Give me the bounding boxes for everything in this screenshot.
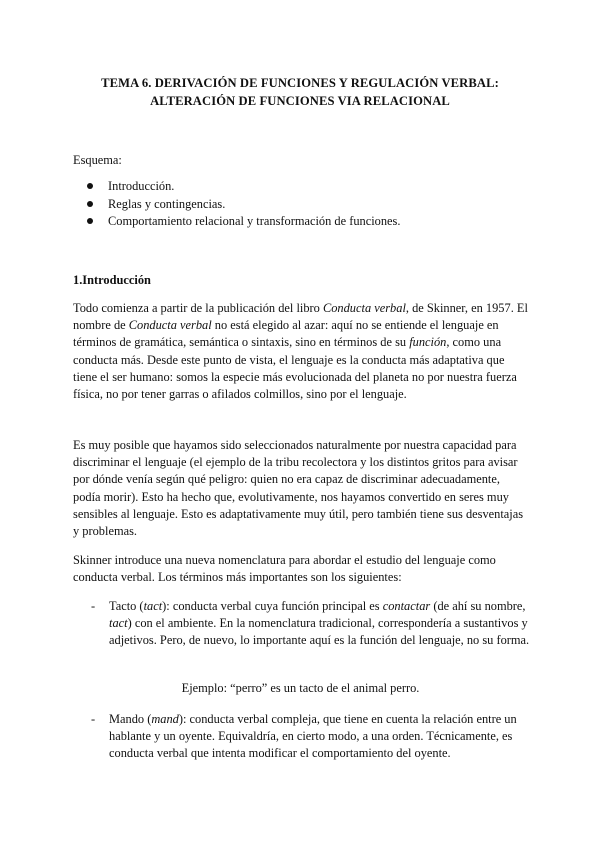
outline-item-text: Comportamiento relacional y transformación de funciones. [108,214,401,229]
text-run: (de ahí su nombre, [430,599,526,613]
outline-item-text: Reglas y contingencias. [108,196,226,211]
term-body [109,598,531,650]
emphasis: tact [109,616,128,631]
text-run: , como una conducta más. Desde este punto de vista, el lenguaje es la conducta más adaptativa que tiene el ser humano: somos la especie más evolucionada del planeta no por nuestra fuerza física, no por tener garras o afilados colmillos, sino por el lenguaje. [73,335,517,402]
text-run: Tacto ( [109,599,144,613]
book-title: Conducta verbal [322,301,406,315]
title-line-2: ALTERACIÓN DE FUNCIONES VIA RELACIONAL [150,94,450,108]
bullet-icon [87,201,93,207]
title-line-1: TEMA 6. DERIVACIÓN DE FUNCIONES Y REGULACIÓN VERBAL: [101,76,499,90]
text-run: , de Skinner, en 1957. El nombre de [73,301,528,333]
bullet-icon [87,218,93,224]
text-run: ): conducta verbal compleja, que tiene en cuenta la relación entre un hablante y un oyente. Equivaldría, en cierto modo, a una orden. Técnicamente, es conducta verbal que intenta modificar el comportamiento del oyente. [109,712,517,761]
emphasis: mand [151,712,179,726]
text-run: ): conducta verbal cuya función principal es [162,599,383,613]
outline-list [85,178,400,231]
outline-item-text: Introducción. [108,179,175,193]
text-run: no está elegido al azar: aquí no se entiende el lenguaje en términos de gramática, semántica o sintaxis, sino en términos de su [73,318,499,350]
emphasis: tact [143,599,163,613]
term-body [109,711,531,763]
emphasis: función [409,335,447,350]
text-run: Mando ( [109,712,152,726]
paragraph-nomenclature: Skinner introduce una nueva nomenclatura para abordar el estudio del lenguaje como conducta verbal. Los términos más importantes son los siguientes: [73,553,496,585]
outline-item [85,196,400,214]
dash-marker: - [91,712,96,726]
section-heading: 1.Introducción [73,273,151,287]
dash-marker: - [91,599,96,613]
bullet-icon [87,183,93,189]
paragraph-evolution: Es muy posible que hayamos sido seleccionados naturalmente por nuestra capacidad para discriminar el lenguaje (el ejemplo de la tribu recolectora y los distintos gritos para avisar por dónde venía según qué peligro: quien no era capaz de discriminar adecuadamente, podía morir). Esto ha hecho que, evolutivamente, nos hayamos convertido en seres muy sensibles al lenguaje. Esto es adaptativamente muy útil, pero también tiene sus desventajas y problemas. [73,438,524,539]
document-title [40,74,560,110]
outline-item [85,178,400,196]
book-title: Conducta verbal [128,318,212,333]
example-line: Ejemplo: “perro” es un tacto de el animal perro. [181,681,420,695]
paragraph-intro [73,300,528,403]
outline-label: Esquema: [73,153,122,167]
text-run: ) con el ambiente. En la nomenclatura tradicional, correspondería a sustantivos y adjetivos. Pero, de nuevo, lo importante aquí es la función del lenguaje, no su forma. [109,616,530,648]
emphasis: contactar [382,599,431,613]
text-run: Todo comienza a partir de la publicación del libro [73,301,323,315]
outline-item [85,213,400,231]
